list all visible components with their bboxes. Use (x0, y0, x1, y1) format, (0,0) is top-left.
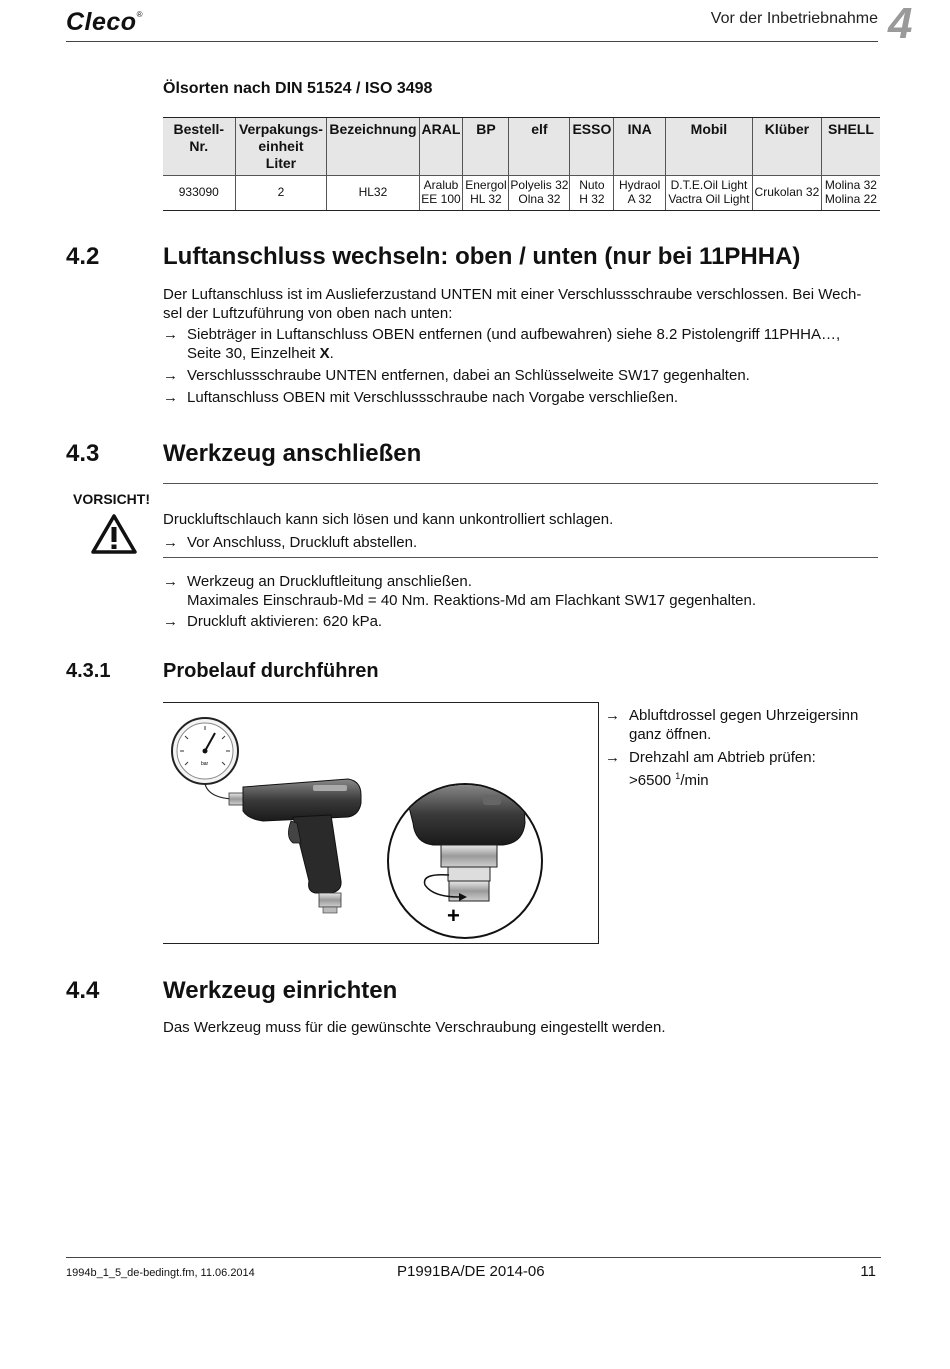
list-item-text: Abluftdrossel gegen Uhrzeigersinn (629, 707, 859, 724)
arrow-icon: → (163, 573, 178, 590)
section-number: 4.3.1 (66, 660, 111, 682)
warning-text: Druckluftschlauch kann sich lösen und kann unkontrolliert schlagen. (163, 511, 614, 528)
section-title: Probelauf durchführen (163, 660, 379, 682)
table-cell: Molina 32 Molina 22 (821, 176, 880, 211)
intro-line: Der Luftanschluss ist im Auslieferzustand UNTEN mit einer Verschlussschraube verschlossen. Bei Wech- (163, 286, 862, 303)
col-header: INA (614, 118, 666, 176)
list-item-text: Werkzeug an Druckluftleitung anschließen. (187, 573, 472, 590)
page-number: 11 (860, 1263, 876, 1280)
list-item-text: Siebträger in Luftanschluss OBEN entfernen (und aufbewahren) siehe 8.2 Pistolengriff 11PHHA…, (187, 326, 841, 343)
list-item-text: Drehzahl am Abtrieb prüfen: (629, 749, 816, 766)
oil-table (163, 117, 880, 211)
arrow-icon: → (605, 707, 620, 724)
list-item (163, 572, 878, 610)
col-header: Bestell-Nr. (163, 118, 235, 176)
warning-label: VORSICHT! (73, 491, 150, 507)
intro-line: sel der Luftzuführung von oben nach unten: (163, 305, 453, 322)
warning-rule-top (163, 483, 878, 484)
warning-triangle-icon (90, 513, 138, 555)
list-item (605, 748, 880, 790)
table-cell: Nuto H 32 (570, 176, 614, 211)
tool-illustration (163, 703, 599, 945)
table-cell: Crukolan 32 (752, 176, 821, 211)
table-cell: D.T.E.Oil Light Vactra Oil Light (665, 176, 752, 211)
arrow-icon: → (163, 613, 178, 630)
section-text: Das Werkzeug muss für die gewünschte Verschraubung eingestellt werden. (163, 1019, 666, 1036)
pressure-gauge-icon (172, 718, 238, 784)
list-item-text: ganz öffnen. (629, 726, 712, 743)
col-header: Mobil (665, 118, 752, 176)
list-item-text: Vor Anschluss, Druckluft abstellen. (187, 534, 418, 551)
plus-label: + (447, 903, 460, 928)
table-cell: Polyelis 32 Olna 32 (509, 176, 570, 211)
list-item (163, 612, 878, 631)
arrow-icon: → (163, 326, 178, 343)
probelauf-figure (163, 702, 599, 944)
header-title: Vor der Inbetriebnahme (710, 10, 878, 27)
col-header: ARAL (419, 118, 463, 176)
footer-file: 1994b_1_5_de-bedingt.fm, 11.06.2014 (66, 1267, 255, 1279)
table-cell: Aralub EE 100 (419, 176, 463, 211)
table-cell: Hydraol A 32 (614, 176, 666, 211)
registered-mark: ® (136, 10, 143, 19)
arrow-icon: → (163, 389, 178, 406)
list-item (605, 706, 880, 744)
section-title: Werkzeug einrichten (163, 977, 398, 1004)
col-header: elf (509, 118, 570, 176)
col-header: ESSO (570, 118, 614, 176)
oil-table-header (163, 118, 880, 176)
gauge-unit-label: bar (201, 761, 209, 767)
arrow-icon: → (163, 367, 178, 384)
detail-label: X (319, 345, 330, 362)
oil-heading: Ölsorten nach DIN 51524 / ISO 3498 (163, 80, 433, 97)
list-item-text: >6500 $^1$/min (629, 771, 709, 789)
table-cell: 933090 (163, 176, 235, 211)
col-header: Klüber (752, 118, 821, 176)
col-header: BP (463, 118, 509, 176)
footer-document: P1991BA/DE 2014-06 (397, 1263, 545, 1280)
table-cell: HL32 (327, 176, 419, 211)
col-header: SHELL (821, 118, 880, 176)
pistol-tool-icon (243, 779, 361, 913)
section-number: 4.3 (66, 440, 100, 467)
warning-action (163, 533, 878, 552)
chapter-number: 4 (888, 0, 913, 48)
col-header: Verpakungs- einheit Liter (235, 118, 327, 176)
arrow-icon: → (163, 534, 178, 551)
arrow-icon: → (605, 749, 620, 766)
cleco-logo (66, 8, 143, 37)
section-number: 4.2 (66, 243, 100, 270)
table-cell: Energol HL 32 (463, 176, 509, 211)
list-item-text: Druckluft aktivieren: 620 kPa. (187, 613, 383, 630)
footer-rule (66, 1257, 881, 1258)
section-title: Werkzeug anschließen (163, 440, 422, 467)
list-item (163, 388, 878, 407)
zoom-detail-icon (388, 783, 542, 938)
list-item-text: Verschlussschraube UNTEN entfernen, dabei an Schlüsselweite SW17 gegenhalten. (187, 367, 750, 384)
list-item-text: Maximales Einschraub-Md = 40 Nm. Reaktions-Md am Flachkant SW17 gegenhalten. (187, 592, 757, 609)
section-number: 4.4 (66, 977, 100, 1004)
table-row (163, 176, 880, 211)
list-item (163, 366, 878, 385)
list-item (163, 325, 878, 363)
warning-rule-bottom (163, 557, 878, 558)
table-cell: 2 (235, 176, 327, 211)
logo-text: Cleco (66, 8, 137, 36)
header-rule (66, 41, 878, 42)
section-title: Luftanschluss wechseln: oben / unten (nur bei 11PHHA) (163, 243, 801, 270)
list-item-text: Luftanschluss OBEN mit Verschlussschraube nach Vorgabe verschließen. (187, 389, 679, 406)
col-header: Bezeichnung (327, 118, 419, 176)
list-item-text: Seite 30, Einzelheit X. (187, 345, 334, 362)
